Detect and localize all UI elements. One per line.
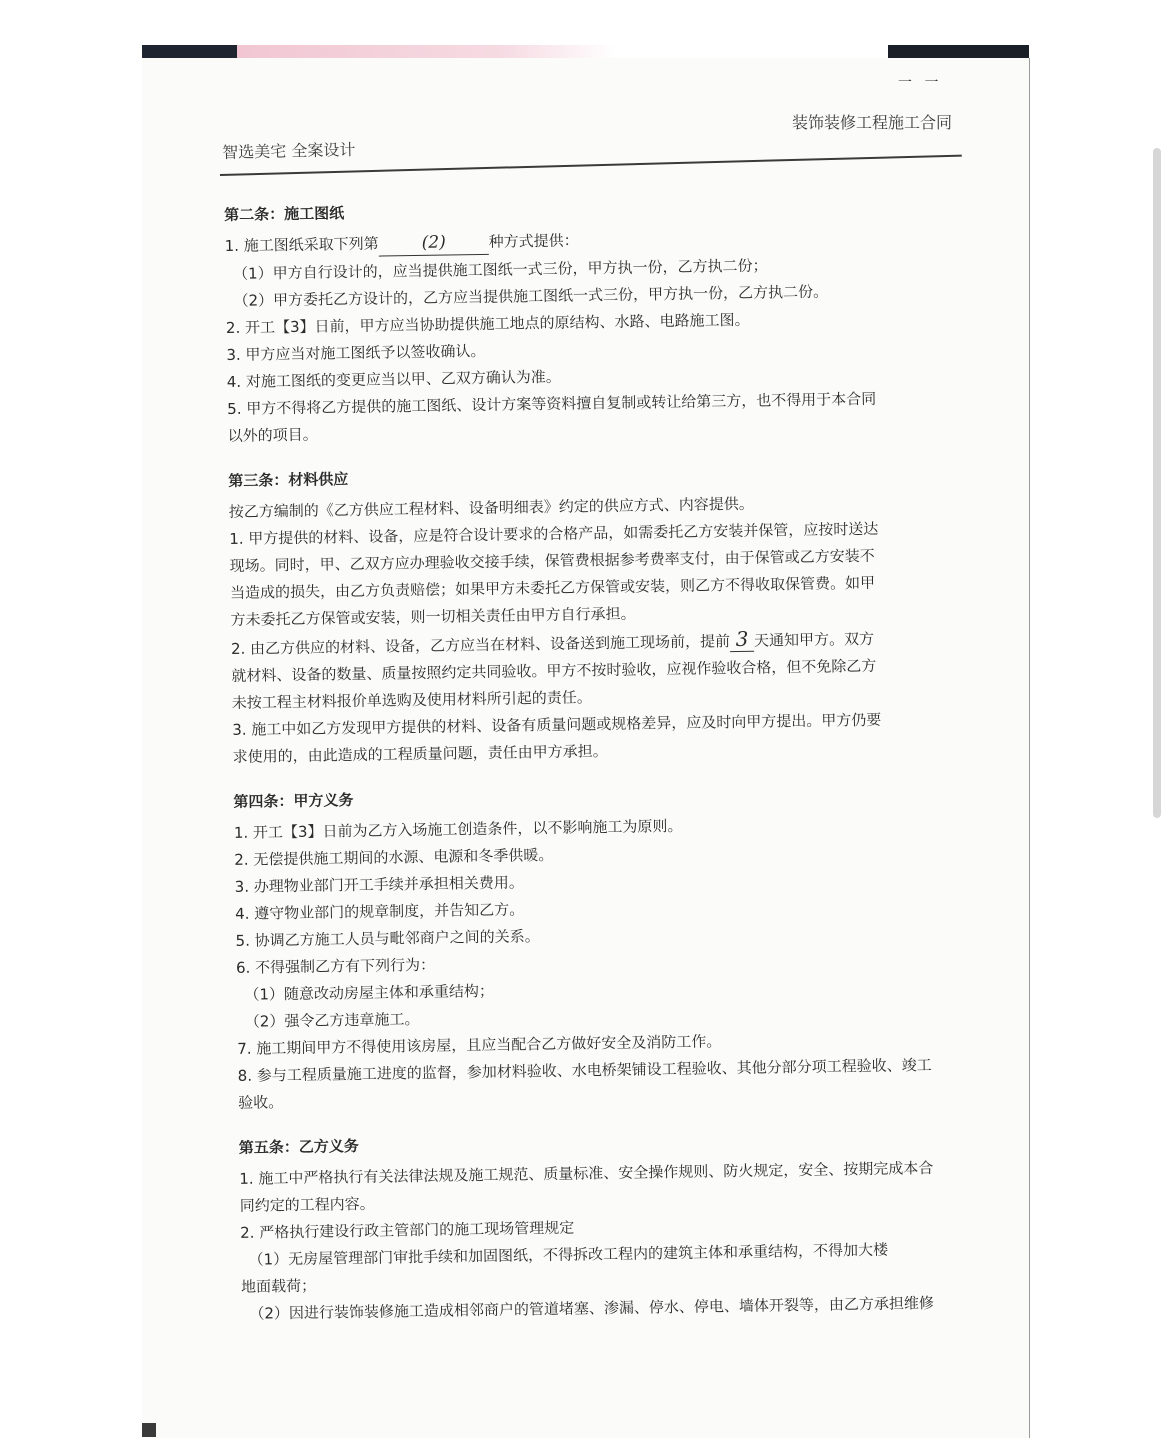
clause-line: 当造成的损失，由乙方负责赔偿；如果甲方未委托乙方保管或安装，则乙方不得收取保管费。如甲	[229, 573, 876, 602]
clause-line: 2. 无偿提供施工期间的水源、电源和冬季供暖。	[234, 845, 554, 869]
clause-text: 2. 由乙方供应的材料、设备，乙方应当在材料、设备送到施工现场前，提前	[230, 632, 731, 658]
clause-line: 3. 办理物业部门开工手续并承担相关费用。	[234, 873, 524, 896]
clause-line: 验收。	[237, 1093, 284, 1112]
clause-line: 以外的项目。	[227, 425, 318, 445]
clause-line: 2. 开工【3】日前，甲方应当协助提供施工地点的原结构、水路、电路施工图。	[225, 310, 750, 337]
clause-line: （2）甲方委托乙方设计的，乙方应当提供施工图纸一式三份，甲方执一份，乙方执二份。	[233, 282, 829, 310]
clause-line: （1）甲方自行设计的，应当提供施工图纸一式三份，甲方执一份，乙方执二份；	[232, 256, 768, 283]
clause-line: （2）因进行装饰装修施工造成相邻商户的管道堵塞、渗漏、停水、停电、墙体开裂等，由乙方承担维修	[249, 1293, 935, 1323]
clause-line: 现场。同时，甲、乙双方应办理验收交接手续，保管费根据参考费率支付，由于保管或乙方安装不	[229, 546, 875, 575]
clause-line: 地面载荷；	[240, 1276, 317, 1296]
corner-mark	[898, 72, 948, 82]
section-title: 第四条：甲方义务	[233, 791, 354, 811]
clause-text: 天通知甲方。双方	[753, 629, 875, 650]
scrollbar[interactable]	[1153, 148, 1161, 818]
section-title: 第二条：施工图纸	[224, 204, 345, 224]
clause-line: 2. 严格执行建设行政主管部门的施工现场管理规定	[240, 1218, 575, 1242]
clause-line: 6. 不得强制乙方有下列行为：	[235, 955, 436, 977]
header-company-name: 智选美宅 全案设计	[222, 139, 356, 162]
handwritten-fill-option: (2)	[379, 231, 489, 257]
clause-line: 8. 参与工程质量施工进度的监督，参加材料验收、水电桥架铺设工程验收、其他分部分项工程验收、竣工	[237, 1055, 932, 1085]
clause-line: 1. 甲方提供的材料、设备，应是符合设计要求的合格产品，如需委托乙方安装并保管，应按时送达	[229, 519, 879, 548]
section-party-b-duties	[239, 1125, 977, 1326]
clause-line: 7. 施工期间甲方不得使用该房屋，且应当配合乙方做好安全及消防工作。	[237, 1032, 722, 1058]
clause-line: 方未委托乙方保管或安装，则一切相关责任由甲方自行承担。	[230, 604, 636, 629]
section-title: 第五条：乙方义务	[238, 1136, 359, 1157]
photo-corner-mark	[142, 1423, 156, 1437]
clause-line: 1. 施工中严格执行有关法律法规及施工规范、质量标准、安全操作规则、防火规定，安全、按期完成本合	[239, 1158, 934, 1188]
clause-line: 求使用的，由此造成的工程质量问题，责任由甲方承担。	[232, 742, 608, 766]
clause-text: 种方式提供：	[488, 231, 579, 251]
clause-line: 就材料、设备的数量、质量按照约定共同验收。甲方不按时验收，应视作验收合格，但不免除乙方	[231, 656, 877, 685]
clause-line: 4. 遵守物业部门的规章制度，并告知乙方。	[235, 900, 525, 923]
clause-line: 5. 协调乙方施工人员与毗邻商户之间的关系。	[235, 927, 540, 950]
section-party-a-duties	[233, 779, 973, 1115]
clause-line: 按乙方编制的《乙方供应工程材料、设备明细表》约定的供应方式、内容提供。	[228, 494, 754, 521]
section-materials	[228, 458, 968, 769]
handwritten-fill-days: 3	[730, 628, 754, 652]
header-contract-title: 装饰装修工程施工合同	[792, 113, 953, 132]
clause-line: 3. 施工中如乙方发现甲方提供的材料、设备有质量问题或规格差异，应及时向甲方提出。甲方仍要	[232, 710, 882, 739]
clause-line: 同约定的工程内容。	[239, 1194, 375, 1215]
clause-line: 5. 甲方不得将乙方提供的施工图纸、设计方案等资料擅自复制或转让给第三方，也不得用于本合同	[227, 389, 877, 418]
section-drawings	[224, 192, 963, 448]
clause-line: 3. 甲方应当对施工图纸予以签收确认。	[226, 341, 486, 364]
clause-line: （1）无房屋管理部门审批手续和加固图纸，不得拆改工程内的建筑主体和承重结构，不得加大楼	[248, 1240, 889, 1269]
clause-line: 未按工程主材料报价单选购及使用材料所引起的责任。	[231, 688, 592, 712]
clause-text: 1. 施工图纸采取下列第	[224, 234, 379, 255]
photo-background-dark-right	[888, 45, 1029, 59]
clause-line: （1）随意改动房屋主体和承重结构；	[244, 981, 495, 1004]
section-title: 第三条：材料供应	[228, 470, 349, 490]
clause-line: （2）强令乙方违章施工。	[244, 1010, 420, 1031]
contract-body	[224, 192, 977, 1347]
clause-line: 1. 开工【3】日前为乙方入场施工创造条件，以不影响施工为原则。	[233, 816, 683, 842]
clause-line: 4. 对施工图纸的变更应当以甲、乙双方确认为准。	[226, 367, 561, 391]
